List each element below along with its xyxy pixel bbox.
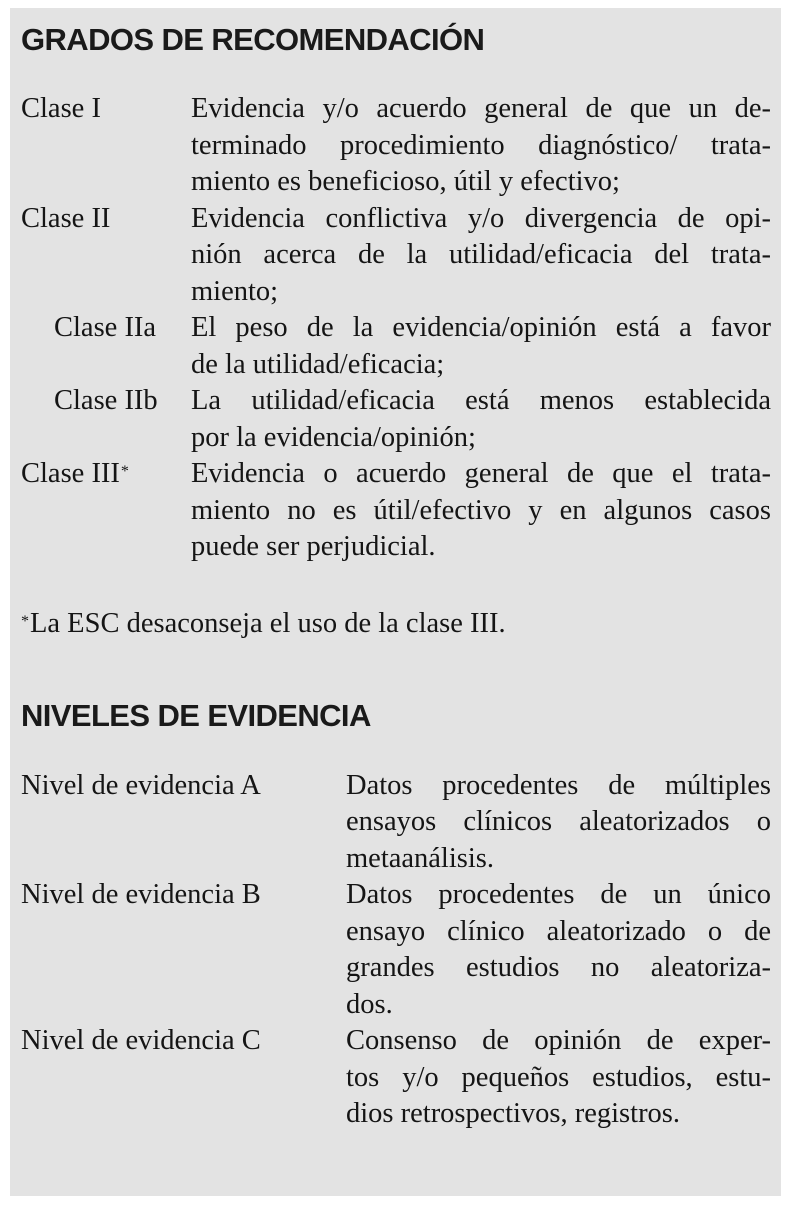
- niveles-row-b: [21, 877, 771, 1023]
- description-line: Datos procedentes de múltiples: [346, 769, 771, 801]
- niveles-label: Nivel de evidencia A: [21, 769, 261, 801]
- description-line: ensayo clínico aleatorizado o de: [346, 915, 771, 947]
- recommendation-panel: [10, 8, 781, 1196]
- niveles-label: Nivel de evidencia B: [21, 879, 261, 910]
- grados-row-clase-iia: [21, 310, 771, 383]
- grados-label: [21, 91, 191, 128]
- grados-label-text: Clase IIa: [54, 312, 157, 343]
- grados-label: [21, 201, 191, 238]
- niveles-row-c: [21, 1023, 771, 1133]
- description-line: tos y/o pequeños estudios, estu-: [346, 1061, 771, 1093]
- description-line: dos.: [346, 988, 393, 1020]
- description-line: miento no es útil/efectivo y en algunos casos: [191, 494, 771, 526]
- description-line: puede ser perjudicial.: [191, 531, 436, 562]
- description-line: grandes estudios no aleatoriza-: [346, 952, 771, 983]
- grados-label-text: Clase IIb: [54, 385, 158, 416]
- grados-row-clase-iii: [21, 456, 771, 566]
- description-line: dios retrospectivos, registros.: [346, 1098, 681, 1129]
- description-line: por la evidencia/opinión;: [191, 421, 476, 453]
- niveles-description: [346, 877, 771, 1023]
- description-line: El peso de la evidencia/opinión está a favor: [191, 312, 771, 343]
- description-line: ensayos clínicos aleatorizados o: [346, 806, 771, 837]
- niveles-row-a: [21, 768, 771, 878]
- footnote-text: La ESC desaconseja el uso de la clase III.: [30, 607, 506, 639]
- description-line: miento es beneficioso, útil y efectivo;: [191, 166, 620, 197]
- grados-description: [191, 383, 771, 456]
- grados-table: [21, 91, 771, 566]
- niveles-label: Nivel de evidencia C: [21, 1025, 261, 1056]
- niveles-table: [21, 768, 771, 1133]
- description-line: Evidencia conflictiva y/o divergencia de opi-: [191, 202, 771, 234]
- footnote: [21, 606, 771, 642]
- grados-label-text: Clase II: [21, 202, 111, 234]
- description-line: metaanálisis.: [346, 842, 494, 874]
- footnote-marker: *: [120, 463, 129, 480]
- description-line: La utilidad/eficacia está menos establecida: [191, 385, 771, 416]
- footnote-marker: *: [21, 612, 29, 630]
- grados-description: [191, 310, 771, 383]
- description-line: de la utilidad/eficacia;: [191, 348, 445, 380]
- grados-label-text: Clase III: [21, 458, 120, 489]
- grados-row-clase-i: [21, 91, 771, 201]
- grados-heading: GRADOS DE RECOMENDACIÓN: [21, 22, 485, 57]
- description-line: Evidencia y/o acuerdo general de que un de-: [191, 93, 771, 124]
- grados-description: [191, 456, 771, 566]
- grados-description: [191, 91, 771, 201]
- description-line: Consenso de opinión de exper-: [346, 1025, 771, 1056]
- description-line: miento;: [191, 275, 279, 307]
- grados-description: [191, 201, 771, 311]
- niveles-description: [346, 768, 771, 878]
- grados-row-clase-ii: [21, 201, 771, 311]
- niveles-heading: NIVELES DE EVIDENCIA: [21, 697, 371, 733]
- grados-label: [21, 383, 191, 420]
- description-line: Datos procedentes de un único: [346, 879, 771, 910]
- grados-row-clase-iib: [21, 383, 771, 456]
- grados-label: [21, 456, 191, 493]
- description-line: terminado procedimiento diagnóstico/ trata-: [191, 129, 771, 161]
- niveles-description: [346, 1023, 771, 1133]
- grados-label-text: Clase I: [21, 93, 101, 124]
- grados-label: [21, 310, 191, 347]
- description-line: Evidencia o acuerdo general de que el trata-: [191, 458, 771, 489]
- description-line: nión acerca de la utilidad/eficacia del trata-: [191, 239, 771, 270]
